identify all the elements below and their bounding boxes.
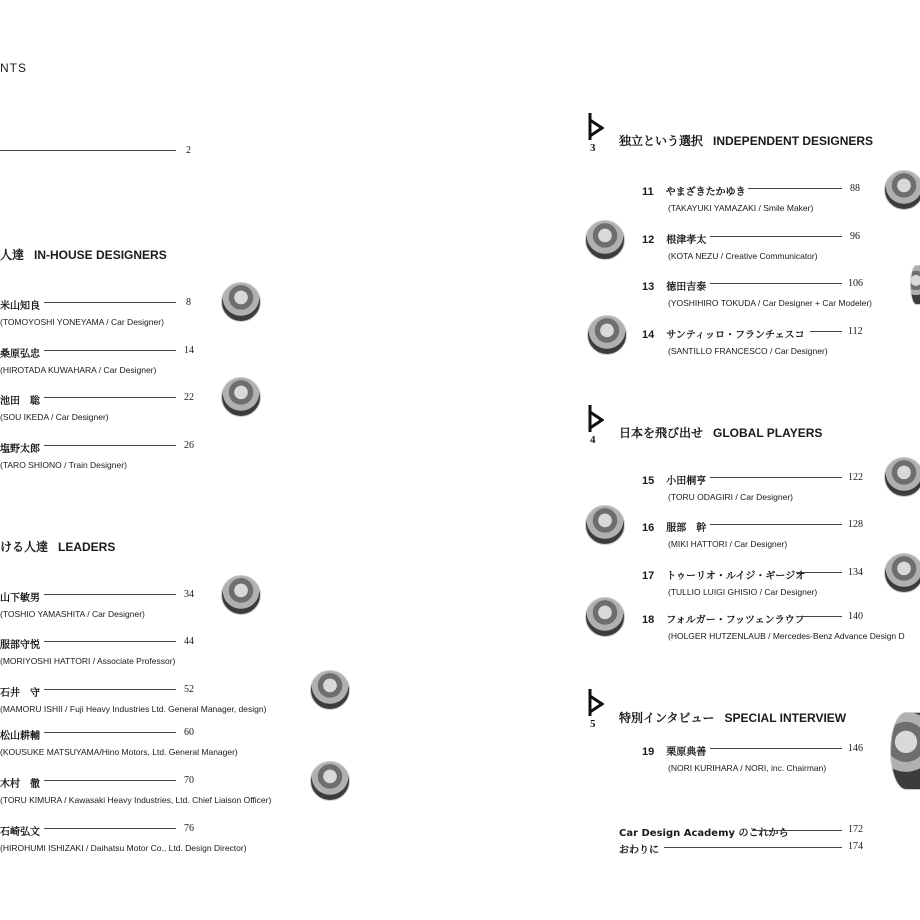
entry-name: サンティッロ・フランチェスコ [666,330,805,341]
leader-line [796,572,842,573]
leader-line [752,830,842,831]
entry-subtitle: (TORU ODAGIRI / Car Designer) [668,492,794,502]
entry-page: 174 [848,841,863,852]
portrait-photo [310,670,350,710]
portrait-photo [587,315,627,355]
leader-line [44,302,176,303]
portrait-photo [884,457,920,497]
entry-page: 96 [850,231,860,242]
entry-number: 12 [642,234,655,246]
intro-page: 2 [186,145,191,156]
entry-name: 小田桐亨 [666,476,707,487]
leader-line [800,616,842,617]
portrait-photo [221,282,261,322]
entry-name: 石崎弘文 [0,827,40,838]
entry-subtitle: (TARO SHIONO / Train Designer) [0,460,127,470]
entry-name: 桑原弘忠 [0,349,40,360]
section-title-en: INDEPENDENT DESIGNERS [713,134,874,148]
entry-subtitle: (NORI KURIHARA / NORI, inc. Chairman) [668,763,827,773]
entry-page: 146 [848,743,863,754]
portrait-photo [910,265,920,305]
section-title-ja: ける人達 [0,540,49,554]
entry-page: 140 [848,611,863,622]
leader-line [710,283,842,284]
section-title-global [619,424,822,441]
entry-page: 112 [848,326,863,337]
entry-name: 塩野太郎 [0,444,40,455]
portrait-photo [884,170,920,210]
portrait-photo [884,553,920,593]
section-title-leaders [0,538,115,555]
leader-line [44,594,176,595]
chapter-mark-5 [588,688,606,732]
leader-line [44,780,176,781]
section-title-en: LEADERS [58,540,116,554]
portrait-photo [585,220,625,260]
entry-page: 26 [184,440,194,451]
entry-subtitle: (YOSHIHIRO TOKUDA / Car Designer + Car Modeler) [668,298,872,308]
entry-number: 11 [642,186,654,198]
entry-subtitle: (TAKAYUKI YAMAZAKI / Smile Maker) [668,203,814,213]
entry-subtitle: (KOUSUKE MATSUYAMA/Hino Motors, Ltd. General Manager) [0,747,238,757]
toc-entry[interactable] [642,611,905,641]
portrait-photo [221,575,261,615]
chapter-number: 3 [590,142,596,154]
entry-name: 米山知良 [0,301,40,312]
entry-page: 52 [184,684,194,695]
leader-line [44,689,176,690]
entry-number: 17 [642,570,655,582]
leader-line [710,524,842,525]
entry-number: 15 [642,475,655,487]
entry-name: 徳田吉泰 [666,282,707,293]
entry-page: 172 [848,824,863,835]
entry-page: 70 [184,775,194,786]
entry-subtitle: (MORIYOSHI HATTORI / Associate Professor) [0,656,176,666]
section-title-in-house [0,246,167,263]
entry-page: 14 [184,345,194,356]
section-title-en: GLOBAL PLAYERS [713,426,823,440]
entry-number: 19 [642,746,655,758]
entry-page: 22 [184,392,194,403]
entry-name: フォルガー・フッツェンラウフ [666,615,805,626]
toc-entry-afterword[interactable]: おわりに [619,845,659,856]
portrait-photo [585,597,625,637]
chapter-glyph-icon [588,112,604,142]
entry-number: 18 [642,614,655,626]
leader-line [44,641,176,642]
entry-name: 山下敏男 [0,593,40,604]
entry-subtitle: (KOTA NEZU / Creative Communicator) [668,251,818,261]
leader-line [748,188,842,189]
chapter-number: 5 [590,718,596,730]
portrait-photo [585,505,625,545]
entry-page: 106 [848,278,863,289]
entry-page: 88 [850,183,860,194]
entry-number: 14 [642,329,655,341]
entry-subtitle: (SOU IKEDA / Car Designer) [0,412,109,422]
entry-subtitle: (TORU KIMURA / Kawasaki Heavy Industries, Ltd. Chief Liaison Officer) [0,795,272,805]
entry-subtitle: (TOSHIO YAMASHITA / Car Designer) [0,609,145,619]
chapter-mark-4 [588,404,606,448]
leader-line [44,350,176,351]
section-title-en: IN-HOUSE DESIGNERS [34,248,167,262]
section-title-ja: 独立という選択 [619,134,704,148]
leader-line [664,847,842,848]
section-title-en: SPECIAL INTERVIEW [724,711,847,725]
leader-line [44,445,176,446]
leader-line [710,236,842,237]
portrait-photo [890,712,920,790]
leader-line [710,477,842,478]
entry-name: 木村 徹 [0,779,40,790]
entry-subtitle: (SANTILLO FRANCESCO / Car Designer) [668,346,828,356]
section-title-ja: 日本を飛び出せ [619,426,704,440]
entry-name: 石井 守 [0,688,40,699]
entry-subtitle: (MIKI HATTORI / Car Designer) [668,539,788,549]
entry-page: 44 [184,636,194,647]
chapter-glyph-icon [588,688,604,718]
leader-line [810,331,842,332]
toc-entry-academy[interactable]: Car Design Academy のこれから [619,828,789,839]
portrait-photo [310,761,350,801]
leader-line [44,397,176,398]
entry-subtitle: (HOLGER HUTZENLAUB / Mercedes-Benz Advance Design D [668,631,905,641]
entry-number: 16 [642,522,655,534]
entry-subtitle: (TULLIO LUIGI GHISIO / Car Designer) [668,587,818,597]
chapter-glyph-icon [588,404,604,434]
entry-page: 76 [184,823,194,834]
section-title-special [619,709,846,726]
chapter-number: 4 [590,434,596,446]
leader-line [710,748,842,749]
entry-number: 13 [642,281,655,293]
entry-name: 松山耕輔 [0,731,40,742]
entry-subtitle: (HIROHUMI ISHIZAKI / Daihatsu Motor Co., Ltd. Design Director) [0,843,247,853]
entry-name: 服部守悦 [0,640,40,651]
leader-line [44,732,176,733]
entry-name: トゥーリオ・ルイジ・ギージオ [666,571,806,582]
portrait-photo [221,377,261,417]
entry-name: 根津孝太 [666,235,707,246]
entry-page: 128 [848,519,863,530]
section-title-ja: 人達 [0,248,25,262]
entry-subtitle: (TOMOYOSHI YONEYAMA / Car Designer) [0,317,164,327]
entry-page: 8 [186,297,191,308]
entry-name: 池田 聡 [0,396,40,407]
entry-name: やまざきたかゆき [665,187,746,198]
section-title-ja: 特別インタビュー [619,711,715,725]
entry-page: 122 [848,472,863,483]
entry-subtitle: (MAMORU ISHII / Fuji Heavy Industries Ltd. General Manager, design) [0,704,267,714]
entry-subtitle: (HIROTADA KUWAHARA / Car Designer) [0,365,157,375]
leader-line [0,150,176,151]
entry-page: 60 [184,727,194,738]
entry-name: 服部 幹 [666,523,707,534]
toc-entry[interactable] [642,567,817,597]
contents-title: NTS [0,61,27,75]
entry-page: 134 [848,567,863,578]
entry-page: 34 [184,589,194,600]
leader-line [44,828,176,829]
toc-entry[interactable] [642,326,828,356]
entry-name: 栗原典善 [666,747,707,758]
chapter-mark-3 [588,112,606,156]
section-title-independent [619,132,873,149]
